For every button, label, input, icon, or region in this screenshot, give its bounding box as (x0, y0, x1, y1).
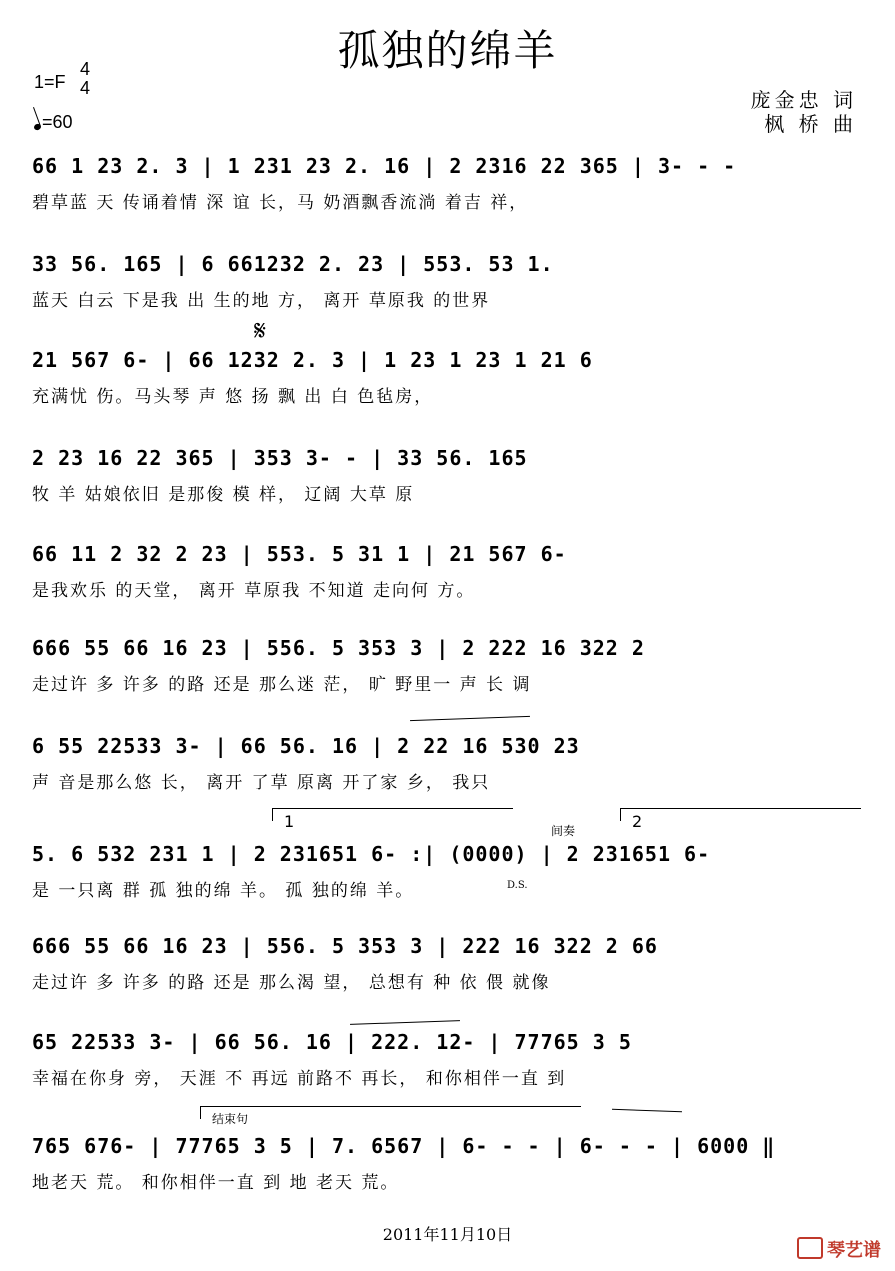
score-row-2-lyrics: 蓝天 白云 下是我 出 生的地 方， 离开 草原我 的世界 (32, 291, 491, 311)
segno-icon: 𝄋 (254, 314, 267, 347)
score-row-11-lyrics: 地老天 荒。 和你相伴一直 到 地 老天 荒。 (32, 1173, 400, 1193)
ds-label: D.S. (507, 880, 528, 891)
score-row-6-notes: 666 55 66 16 23 | 556. 5 353 3 | 2 222 16 322 2 (32, 636, 645, 660)
score-row-11-notes: 765 676- | 77765 3 5 | 7. 6567 | 6- - - | 6- - - | 6000 ‖ (32, 1134, 776, 1158)
time-signature-bottom: 4 (80, 78, 91, 98)
score-row-6-lyrics: 走过许 多 许多 的路 还是 那么迷 茫， 旷 野里一 声 长 调 (32, 675, 532, 695)
volta-2-label: 2 (632, 812, 643, 831)
score-row-3-notes: 21 567 6- | 66 1232 2. 3 | 1 23 1 23 1 21 6 (32, 348, 593, 372)
score-row-8-notes: 5. 6 532 231 1 | 2 231651 6- :| (0000) | 2 231651 6- (32, 842, 711, 866)
score-row-10-notes: 65 22533 3- | 66 56. 16 | 222. 12- | 77765 3 5 (32, 1030, 632, 1054)
lyricist-credit: 庞金忠 词 (750, 88, 857, 112)
song-title: 孤独的绵羊 (337, 26, 558, 75)
diminuendo-hairpin (612, 1109, 682, 1112)
volta-2-bracket (620, 808, 861, 821)
score-row-9-lyrics: 走过许 多 许多 的路 还是 那么渴 望， 总想有 种 依 偎 就像 (32, 973, 551, 993)
tempo-value: =60 (42, 112, 73, 132)
crescendo-hairpin (350, 1020, 460, 1025)
ending-bracket (200, 1106, 581, 1119)
score-row-3-lyrics: 充满忧 伤。马头琴 声 悠 扬 飘 出 白 色毡房， (32, 387, 434, 407)
quarter-note-icon (33, 123, 42, 131)
time-signature (80, 60, 90, 98)
time-signature-top: 4 (80, 59, 91, 79)
tempo-marking (34, 112, 73, 133)
score-row-7-lyrics: 声 音是那么悠 长， 离开 了草 原离 开了家 乡， 我只 (32, 773, 491, 793)
volta-1-label: 1 (284, 812, 295, 831)
brand-logo-icon (797, 1237, 823, 1259)
date-stamp: 2011年11月10日 (382, 1225, 513, 1244)
score-row-8-lyrics: 是 一只离 群 孤 独的绵 羊。 孤 独的绵 羊。 (32, 881, 415, 901)
score-row-10-lyrics: 幸福在你身 旁， 天涯 不 再远 前路不 再长， 和你相伴一直 到 (32, 1069, 567, 1089)
volta-1-bracket (272, 808, 513, 821)
score-row-4-lyrics: 牧 羊 姑娘依旧 是那俊 模 样， 辽阔 大草 原 (32, 485, 415, 505)
composer-credit: 枫 桥 曲 (764, 112, 857, 136)
score-row-7-notes: 6 55 22533 3- | 66 56. 16 | 2 22 16 530 23 (32, 734, 580, 758)
key-signature: 1=F (34, 72, 66, 92)
score-row-2-notes: 33 56. 165 | 6 661232 2. 23 | 553. 53 1. (32, 252, 554, 276)
interlude-label: 间奏 (551, 824, 576, 838)
watermark-logo (797, 1236, 881, 1262)
score-row-4-notes: 2 23 16 22 365 | 353 3- - | 33 56. 165 (32, 446, 528, 470)
ending-label: 结束句 (212, 1112, 249, 1126)
watermark-text: 琴艺谱 (827, 1240, 881, 1261)
crescendo-hairpin (410, 716, 530, 721)
score-row-1-notes: 66 1 23 2. 3 | 1 231 23 2. 16 | 2 2316 22 365 | 3- - - (32, 154, 737, 178)
score-row-5-notes: 66 11 2 32 2 23 | 553. 5 31 1 | 21 567 6- (32, 542, 567, 566)
score-row-9-notes: 666 55 66 16 23 | 556. 5 353 3 | 222 16 322 2 66 (32, 934, 658, 958)
score-row-5-lyrics: 是我欢乐 的天堂， 离开 草原我 不知道 走向何 方。 (32, 581, 476, 601)
score-row-1-lyrics: 碧草蓝 天 传诵着情 深 谊 长，马 奶酒飘香流淌 着吉 祥， (32, 193, 529, 213)
